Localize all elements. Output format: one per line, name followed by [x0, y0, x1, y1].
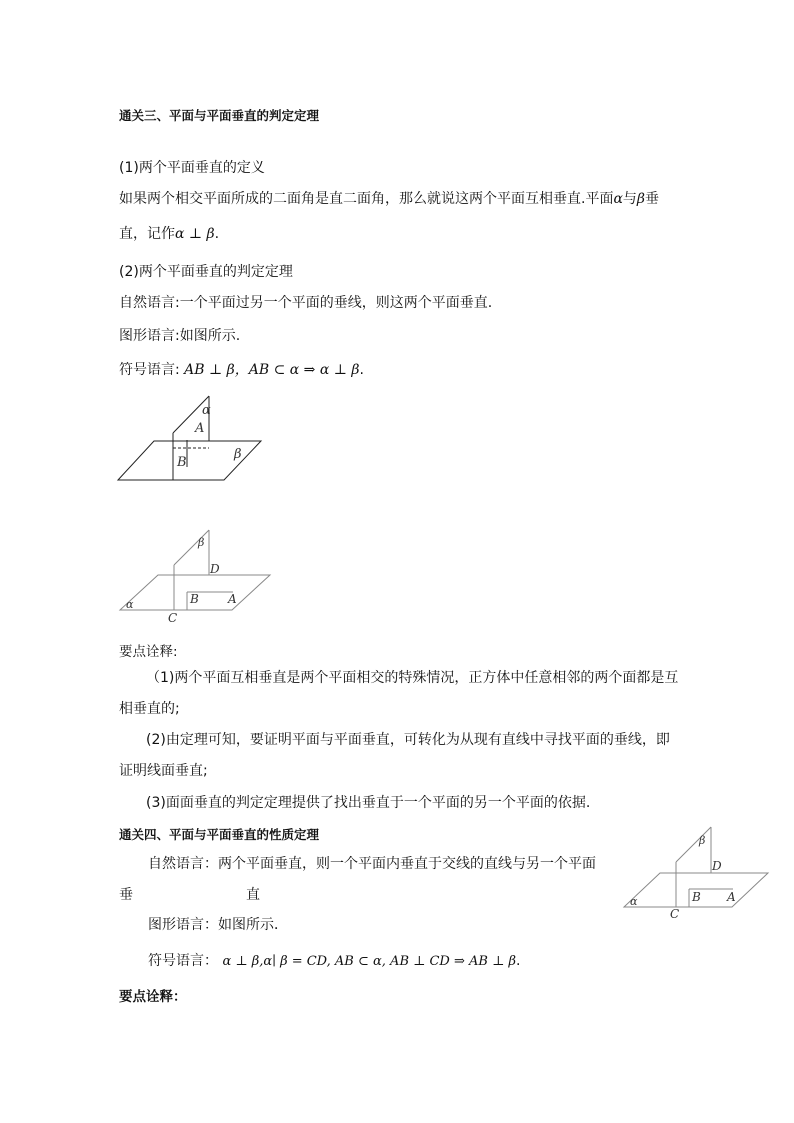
- sec4-symbolic-label: 符号语言：: [148, 953, 218, 969]
- fig2-label-b: B: [190, 592, 199, 606]
- beta-symbol: β: [636, 191, 646, 207]
- fig3-label-b: B: [692, 890, 701, 904]
- alpha-symbol: α: [613, 191, 623, 207]
- fig3-label-alpha: α: [630, 895, 638, 908]
- note-1-line-2: 相垂直的;: [119, 701, 180, 717]
- symbolic-language: [119, 359, 364, 379]
- figure-perpendicular-planes-1: [116, 393, 266, 485]
- section4-title: 通关四、平面与平面垂直的性质定理: [119, 827, 320, 842]
- symbolic-label: 符号语言:: [119, 362, 180, 378]
- notes-title: 要点诠释:: [119, 644, 178, 660]
- fig1-label-b: B: [177, 455, 187, 470]
- fig2-label-alpha: α: [126, 598, 134, 611]
- sec4-symbolic-language: [148, 950, 520, 970]
- sec4-natural-line-2b: 直: [246, 887, 260, 903]
- definition-text: 如果两个相交平面所成的二面角是直二面角，那么就说这两个平面互相垂直.平面: [119, 191, 614, 207]
- fig3-label-c: C: [670, 907, 680, 920]
- theorem-heading: (2)两个平面垂直的判定定理: [119, 264, 293, 280]
- fig1-label-alpha: α: [202, 403, 211, 418]
- fig3-label-beta: β: [699, 834, 706, 847]
- sec4-natural-line-2a: 垂: [119, 887, 133, 903]
- notation-math: α ⊥ β: [175, 226, 215, 242]
- fig3-label-a: A: [727, 890, 736, 904]
- symbolic-math: AB ⊥ β，AB ⊂ α ⇒ α ⊥ β: [184, 362, 360, 378]
- note-2-line-1: (2)由定理可知，要证明平面与平面垂直，可转化为从现有直线中寻找平面的垂线，即: [146, 732, 670, 748]
- note-3: (3)面面垂直的判定定理提供了找出垂直于一个平面的另一个平面的依据.: [146, 795, 591, 811]
- fig1-label-beta: β: [234, 447, 242, 462]
- notation-text: 直，记作: [119, 226, 175, 242]
- natural-language: 自然语言:一个平面过另一个平面的垂线，则这两个平面垂直.: [119, 295, 493, 311]
- fig2-label-c: C: [168, 611, 178, 625]
- definition-line-1: [119, 188, 659, 208]
- fig3-label-d: D: [712, 859, 722, 873]
- note-1-line-1: （1)两个平面互相垂直是两个平面相交的特殊情况，正方体中任意相邻的两个面都是互: [146, 670, 679, 686]
- sec4-natural-line-1: 自然语言：两个平面垂直，则一个平面内垂直于交线的直线与另一个平面: [148, 856, 596, 872]
- fig2-label-a: A: [228, 592, 237, 606]
- fig2-label-d: D: [210, 562, 220, 576]
- section3-title: 通关三、平面与平面垂直的判定定理: [119, 108, 320, 123]
- definition-heading: (1)两个平面垂直的定义: [119, 160, 265, 176]
- symbolic-end: .: [359, 362, 364, 378]
- graphic-language: 图形语言:如图所示.: [119, 328, 241, 344]
- figure-perpendicular-planes-3: [622, 824, 772, 920]
- notation-end: .: [214, 226, 220, 242]
- sec4-symbolic-end: .: [515, 953, 521, 969]
- with-text: 与: [622, 191, 637, 207]
- fig1-label-a: A: [195, 421, 205, 436]
- note-2-line-2: 证明线面垂直;: [119, 763, 208, 779]
- fig2-label-beta: β: [198, 536, 205, 549]
- definition-line-2: [119, 223, 219, 243]
- figure-perpendicular-planes-2: [118, 527, 274, 625]
- perp-text: 垂: [645, 191, 660, 207]
- sec4-graphic-language: 图形语言：如图所示．: [148, 917, 288, 933]
- sec4-notes-title: 要点诠释：: [119, 989, 187, 1005]
- sec4-symbolic-math: α ⊥ β,α∣ β = CD, AB ⊂ α, AB ⊥ CD ⇒ AB ⊥ β: [222, 954, 516, 969]
